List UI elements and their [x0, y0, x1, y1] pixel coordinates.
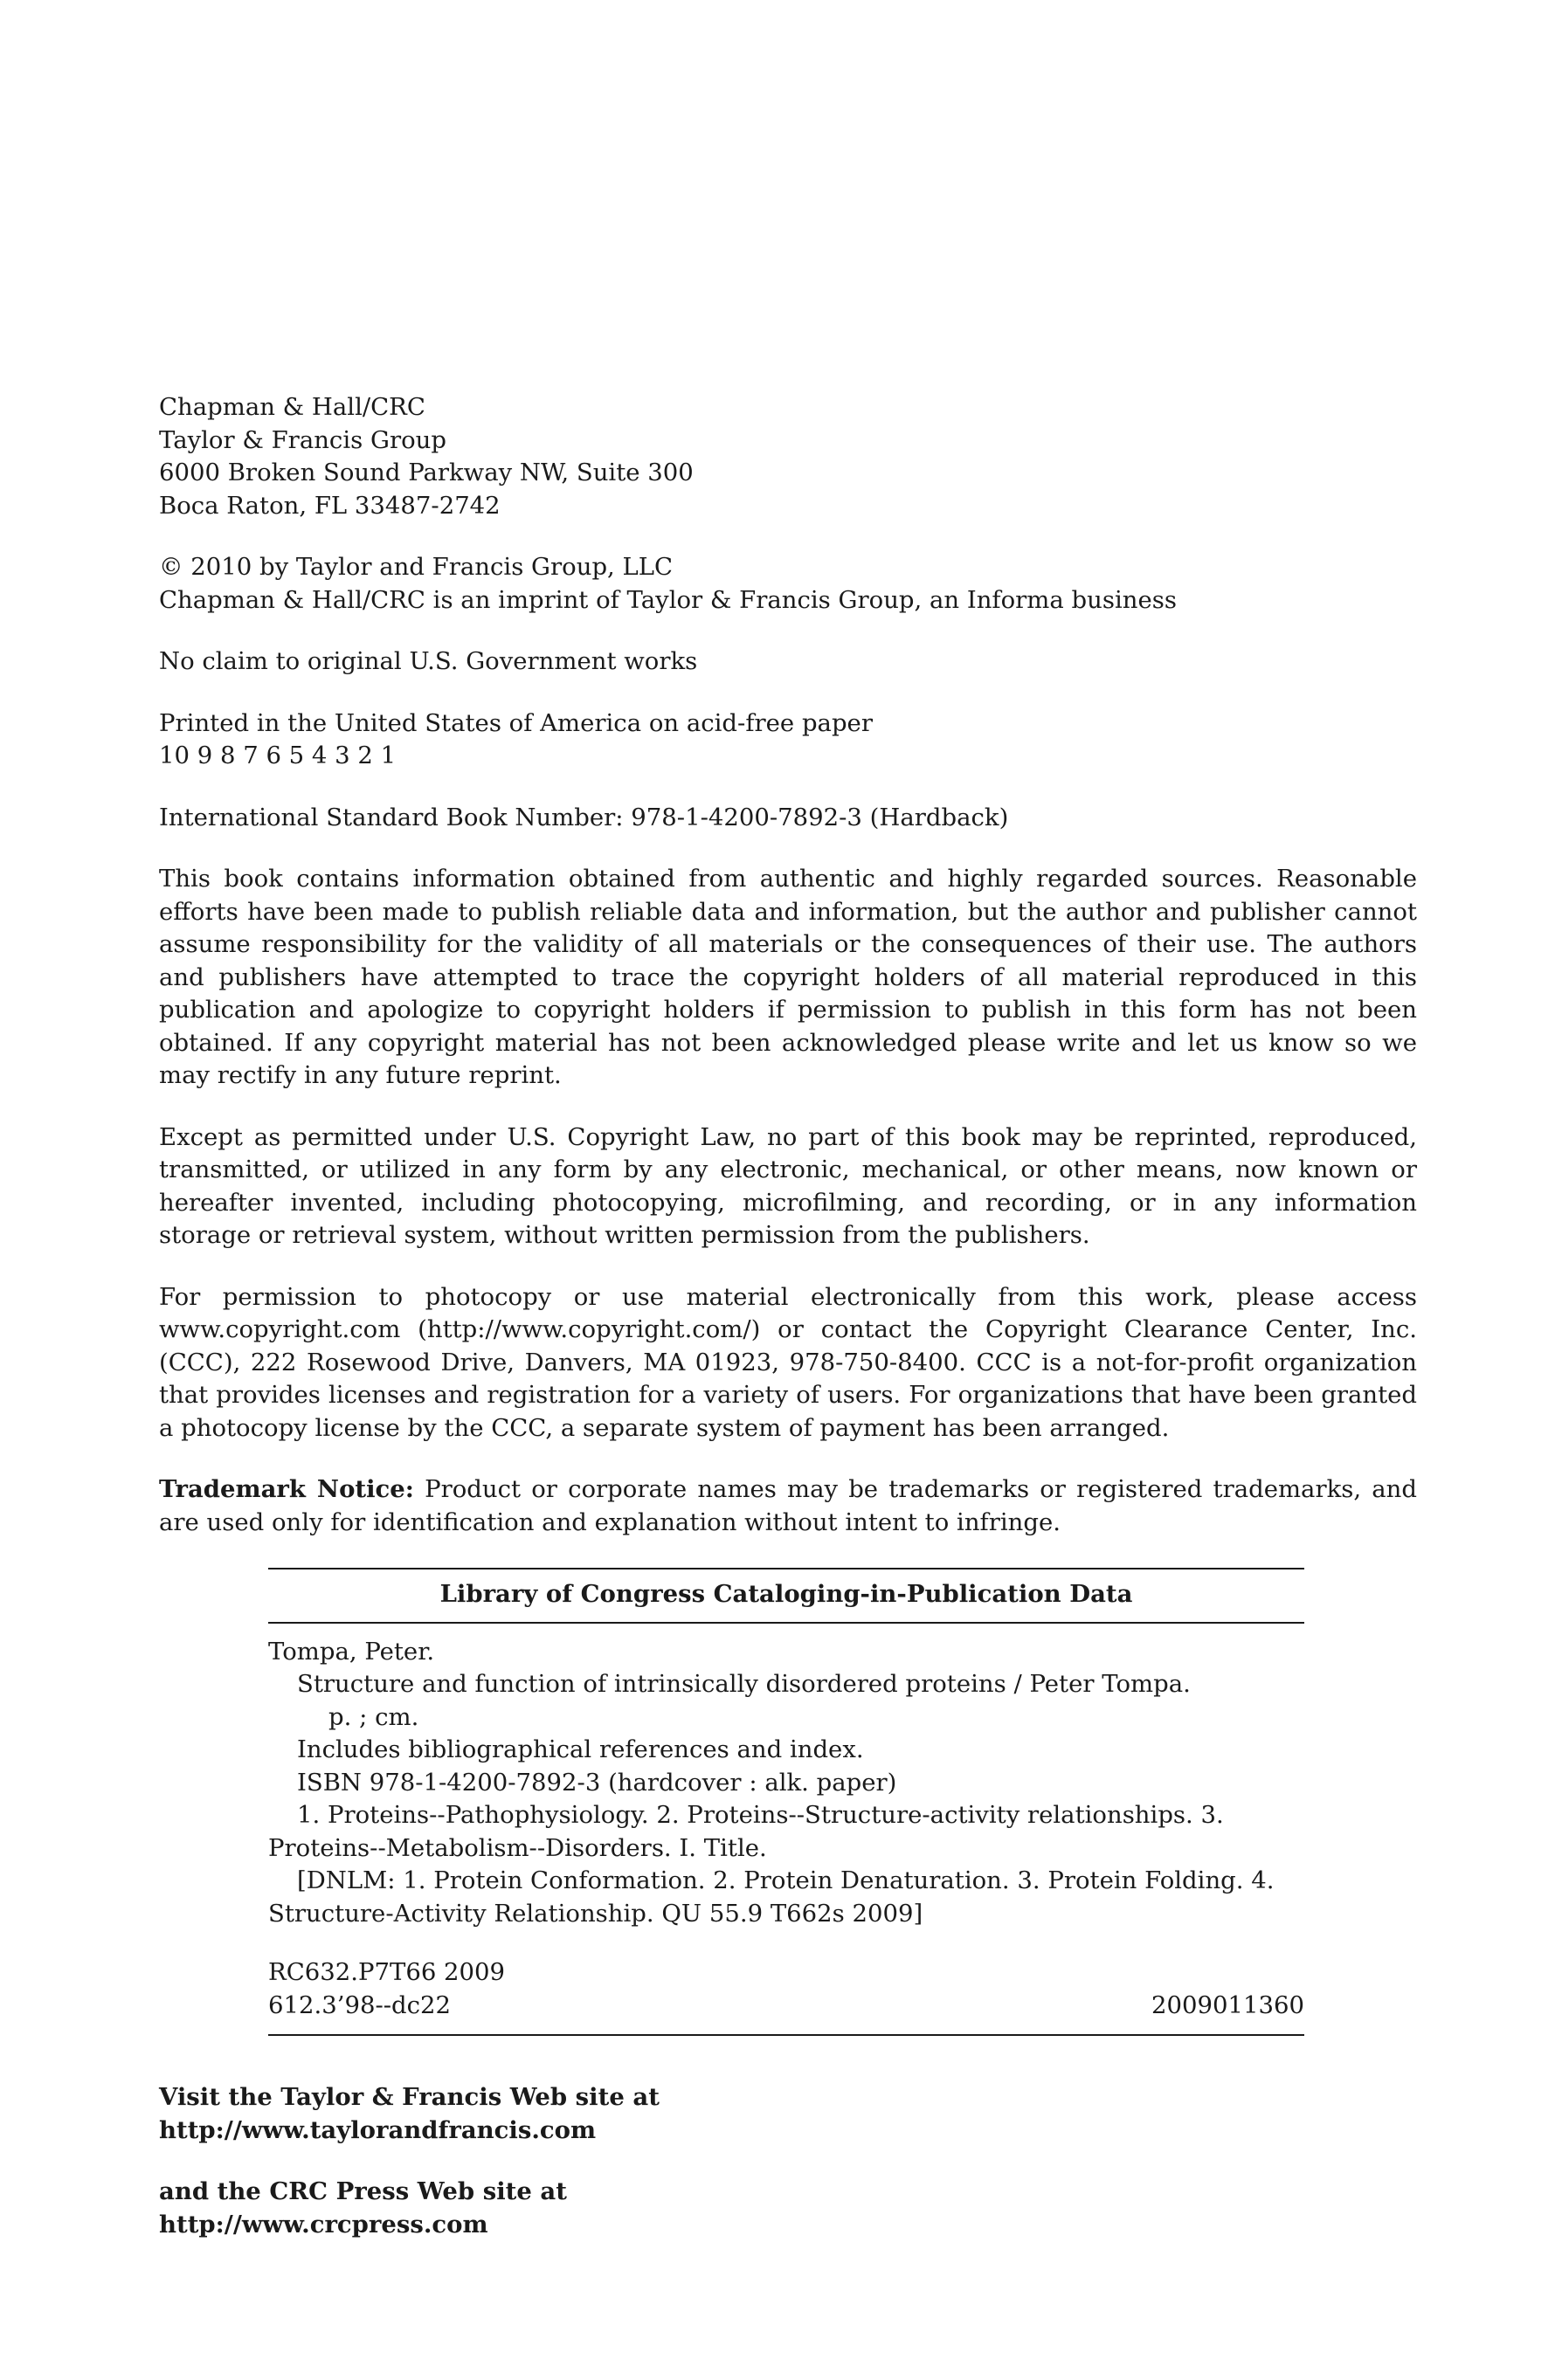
cip-spacer [268, 1930, 1304, 1956]
tf-website [159, 2081, 1417, 2147]
cip-notes: Includes bibliographical references and index. [297, 1735, 864, 1763]
cip-body [268, 1624, 1304, 2035]
isbn-info [159, 802, 1417, 835]
permission-paragraph: For permission to photocopy or use material electronically from this work, please access www.copyright.com (http://www.copyright.com/) or contact the Copyright Clearance Center, Inc. (CCC), 222 Rosewood Drive, Danvers, MA 01923, 978-750-8400. CCC is a not-for-profit organization that provides licenses and registration for a variety of users. For organizations that have been granted a photocopy license by the CCC, a separate system of payment has been arranged. [159, 1282, 1417, 1442]
cip-physical: p. ; cm. [328, 1702, 419, 1731]
tf-website-url: http://www.taylorandfrancis.com [159, 2115, 597, 2144]
cip-header: Library of Congress Cataloging-in-Publication Data [439, 1580, 1133, 1608]
publisher-city: Boca Raton, FL 33487-2742 [159, 491, 501, 520]
cip-lc-call-number: RC632.P7T66 2009 [268, 1958, 506, 1986]
publisher-group: Taylor & Francis Group [159, 425, 446, 454]
disclaimer-paragraph: This book contains information obtained from authentic and highly regarded sources. Reasonable efforts have been made to publish reliable data and information, but the author and publisher cannot assume responsibility for the validity of all materials or the consequences of their use. The authors and publishers have attempted to trace the copyright holders of all material reproduced in this publication and apologize to copyright holders if permission to publish in this form has not been obtained. If any copyright material has not been acknowledged please write and let us know so we may rectify in any future reprint. [159, 865, 1417, 1089]
isbn-line: International Standard Book Number: 978-1-4200-7892-3 (Hardback) [159, 803, 1009, 831]
trademark-text: Product or corporate names may be trademarks or registered trademarks, and are used only for identification and explanation without intent to infringe. [159, 1475, 1417, 1536]
publisher-street: 6000 Broken Sound Parkway NW, Suite 300 [159, 459, 694, 486]
cip-author: Tompa, Peter. [268, 1637, 435, 1666]
government-line: No claim to original U.S. Government works [159, 647, 698, 675]
printed-in-line: Printed in the United States of America on acid-free paper [159, 708, 873, 737]
publisher-address [159, 391, 1417, 522]
publisher-name: Chapman & Hall/CRC [159, 393, 425, 421]
cip-subjects-1: 1. Proteins--Pathophysiology. 2. Proteins--Structure-activity relationships. 3. [297, 1801, 1224, 1829]
crc-website-label: and the CRC Press Web site at [159, 2177, 567, 2205]
cip-dnlm-2: Structure-Activity Relationship. QU 55.9 T662s 2009] [268, 1899, 923, 1928]
cip-title: Structure and function of intrinsically disordered proteins / Peter Tompa. [297, 1670, 1191, 1698]
imprint-line: Chapman & Hall/CRC is an imprint of Taylor & Francis Group, an Informa business [159, 585, 1177, 614]
cip-subjects-2: Proteins--Metabolism--Disorders. I. Title. [268, 1833, 767, 1862]
trademark-notice [159, 1473, 1417, 1539]
government-notice [159, 645, 1417, 679]
cip-dnlm-1: [DNLM: 1. Protein Conformation. 2. Protein Denaturation. 3. Protein Folding. 4. [297, 1866, 1275, 1894]
printing-info [159, 707, 1417, 773]
web-sites [159, 2081, 1417, 2241]
crc-website [159, 2176, 1417, 2241]
copyright-notice [159, 551, 1417, 617]
cip-classification-row [268, 1990, 1304, 2023]
copyright-page [159, 391, 1417, 2241]
cip-data-block [268, 1568, 1304, 2036]
crc-website-url: http://www.crcpress.com [159, 2210, 488, 2239]
print-number-line: 10 9 8 7 6 5 4 3 2 1 [159, 742, 397, 769]
trademark-label: Trademark Notice: [159, 1475, 414, 1503]
copyright-law-paragraph: Except as permitted under U.S. Copyright Law, no part of this book may be reprinted, reproduced, transmitted, or utilized in any form by any electronic, mechanical, or other means, now known or hereafter invented, including photocopying, microfilming, and recording, or in any information storage or retrieval system, without written permission from the publishers. [159, 1122, 1417, 1249]
copyright-line: © 2010 by Taylor and Francis Group, LLC [159, 553, 674, 581]
cip-isbn: ISBN 978-1-4200-7892-3 (hardcover : alk. paper) [297, 1768, 897, 1797]
cip-lccn: 2009011360 [1151, 1990, 1304, 2019]
cip-dewey: 612.3’98--dc22 [268, 1990, 452, 2019]
tf-website-label: Visit the Taylor & Francis Web site at [159, 2083, 660, 2111]
cip-bottom-rule [268, 2034, 1304, 2036]
